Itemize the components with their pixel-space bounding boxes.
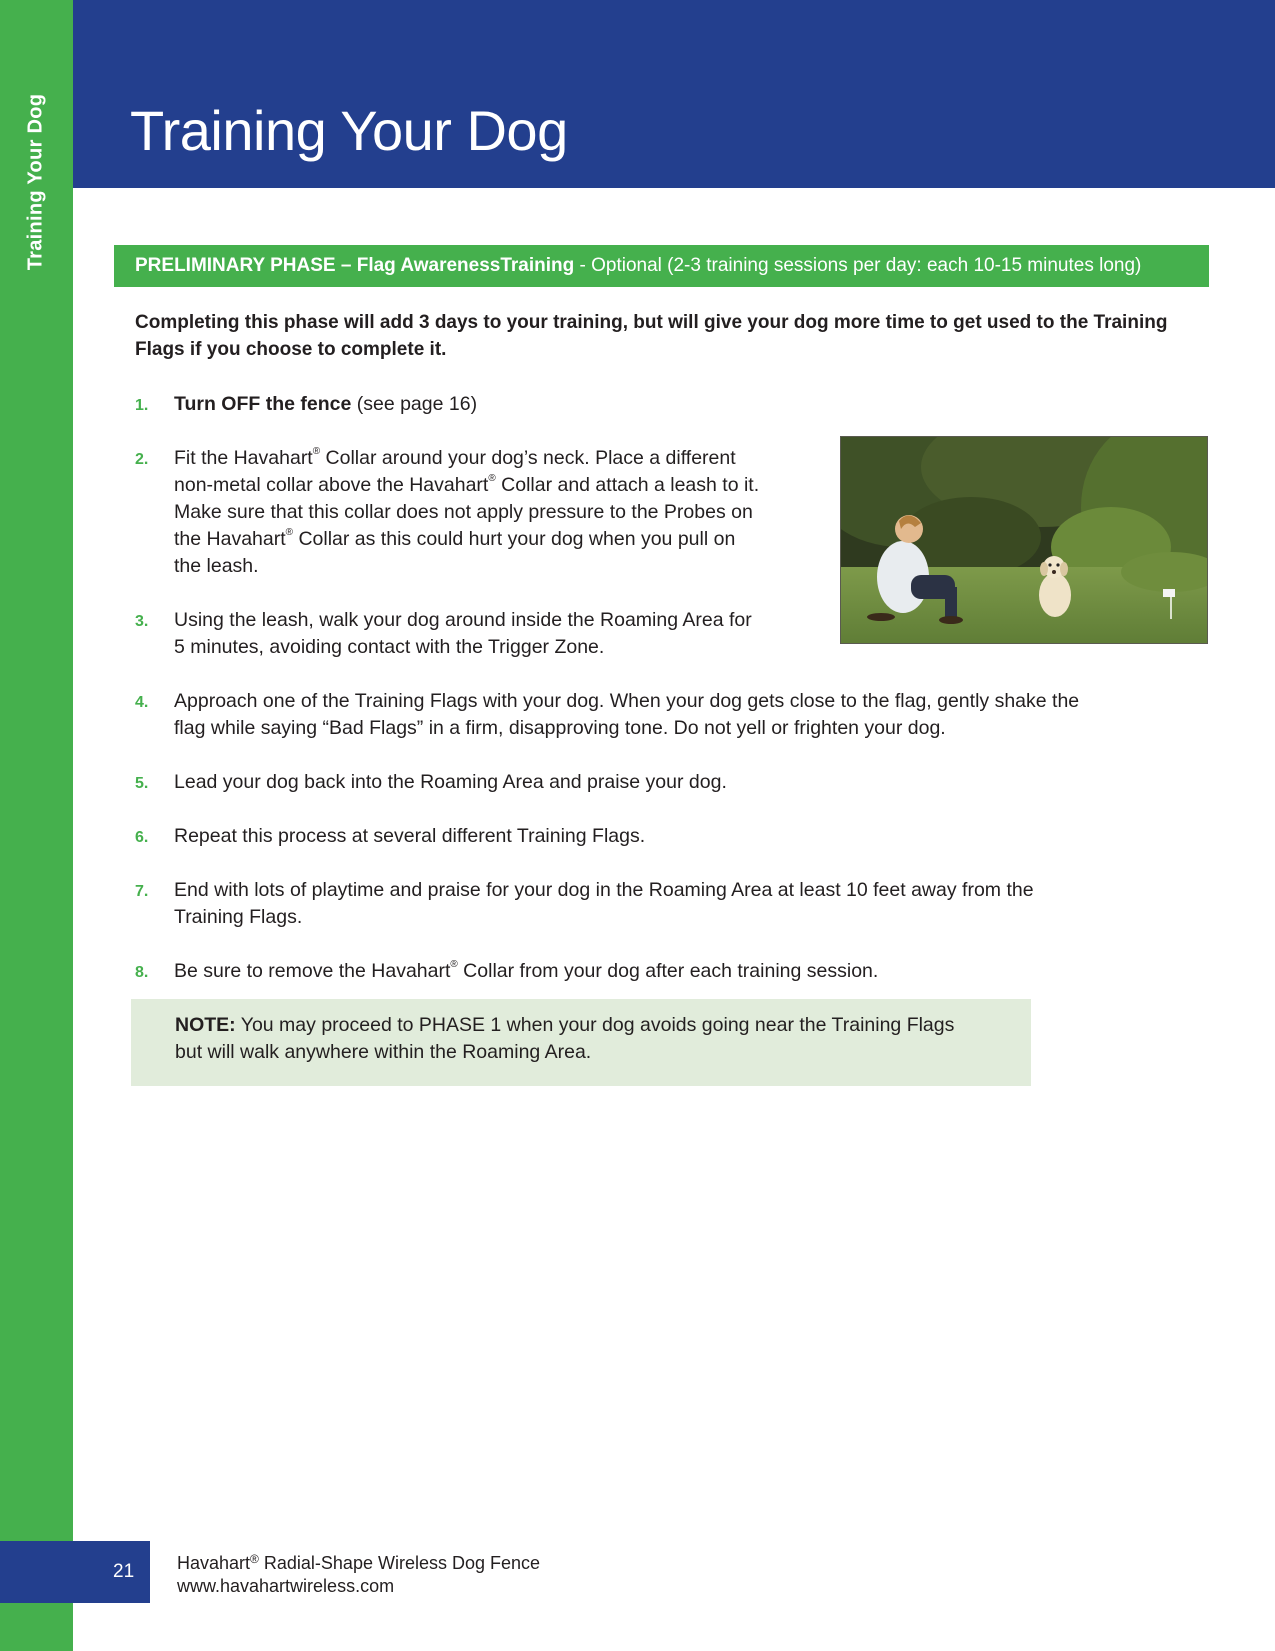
step-text: the Havahart: [174, 528, 286, 550]
footer-website: www.havahartwireless.com: [177, 1576, 395, 1596]
step-text: Collar as this could hurt your dog when you pull on: [293, 528, 736, 550]
sidebar-strip: [0, 0, 73, 1651]
step-number: 1.: [135, 397, 149, 414]
step-number: 2.: [135, 451, 149, 468]
note-box: [131, 999, 1031, 1086]
training-photo-icon: [840, 436, 1208, 644]
step-text: 5 minutes, avoiding contact with the Trigger Zone.: [174, 636, 605, 658]
step-number: 6.: [135, 829, 149, 846]
page-title: Training Your Dog: [130, 99, 568, 162]
step-text: End with lots of playtime and praise for your dog in the Roaming Area at least 10 feet away from the: [174, 879, 1034, 901]
registered-mark: ®: [450, 959, 458, 970]
sidebar-section-title: Training Your Dog: [24, 93, 47, 271]
page-number: 21: [113, 1561, 135, 1582]
intro-paragraph: Completing this phase will add 3 days to your training, but will give your dog more time to get used to the Training Flags if you choose to complete it.: [135, 312, 1168, 360]
step-bold-text: Turn OFF the fence: [174, 393, 352, 415]
note-text: You may proceed to PHASE 1 when your dog avoids going near the Training Flags: [235, 1014, 955, 1036]
step-text: flag while saying “Bad Flags” in a firm, disapproving tone. Do not yell or frighten your dog.: [174, 717, 946, 739]
step-text: Be sure to remove the Havahart: [174, 960, 451, 982]
registered-mark: ®: [488, 473, 496, 484]
step-text: (see page 16): [351, 393, 478, 415]
footer-product: Havahart: [177, 1553, 251, 1573]
registered-mark: ®: [250, 1552, 259, 1566]
step-text: Collar and attach a leash to it.: [495, 474, 760, 496]
step-text: Repeat this process at several different Training Flags.: [174, 825, 646, 847]
note-label: NOTE:: [175, 1014, 236, 1036]
step-text: Make sure that this collar does not apply pressure to the Probes on: [174, 501, 753, 523]
step-text: Lead your dog back into the Roaming Area and praise your dog.: [174, 771, 727, 793]
phase-detail: - Optional (2-3 training sessions per day: each 10-15 minutes long): [574, 255, 1142, 276]
page-number-box: [0, 1541, 150, 1603]
step-text: Training Flags.: [174, 906, 303, 928]
step-text: Approach one of the Training Flags with your dog. When your dog gets close to the flag, gently shake the: [174, 690, 1080, 712]
phase-label: PRELIMINARY PHASE – Flag AwarenessTraining: [135, 255, 575, 276]
step-text: Fit the Havahart: [174, 447, 313, 469]
step-number: 8.: [135, 964, 149, 981]
footer-product: Radial-Shape Wireless Dog Fence: [258, 1553, 541, 1573]
step-text: Collar from your dog after each training session.: [457, 960, 879, 982]
phase-bar: [114, 245, 1209, 287]
step-text: Using the leash, walk your dog around inside the Roaming Area for: [174, 609, 752, 631]
registered-mark: ®: [285, 527, 294, 538]
step-number: 7.: [135, 883, 149, 900]
step-text: Collar around your dog’s neck. Place a different: [320, 447, 736, 469]
step-text: non-metal collar above the Havahart: [174, 474, 489, 496]
footer: [177, 1552, 540, 1598]
registered-mark: ®: [312, 446, 321, 457]
step-number: 5.: [135, 775, 149, 792]
step-number: 3.: [135, 613, 149, 630]
step-number: 4.: [135, 694, 149, 711]
step-text: the leash.: [174, 555, 259, 577]
note-text: but will walk anywhere within the Roaming Area.: [175, 1041, 592, 1063]
